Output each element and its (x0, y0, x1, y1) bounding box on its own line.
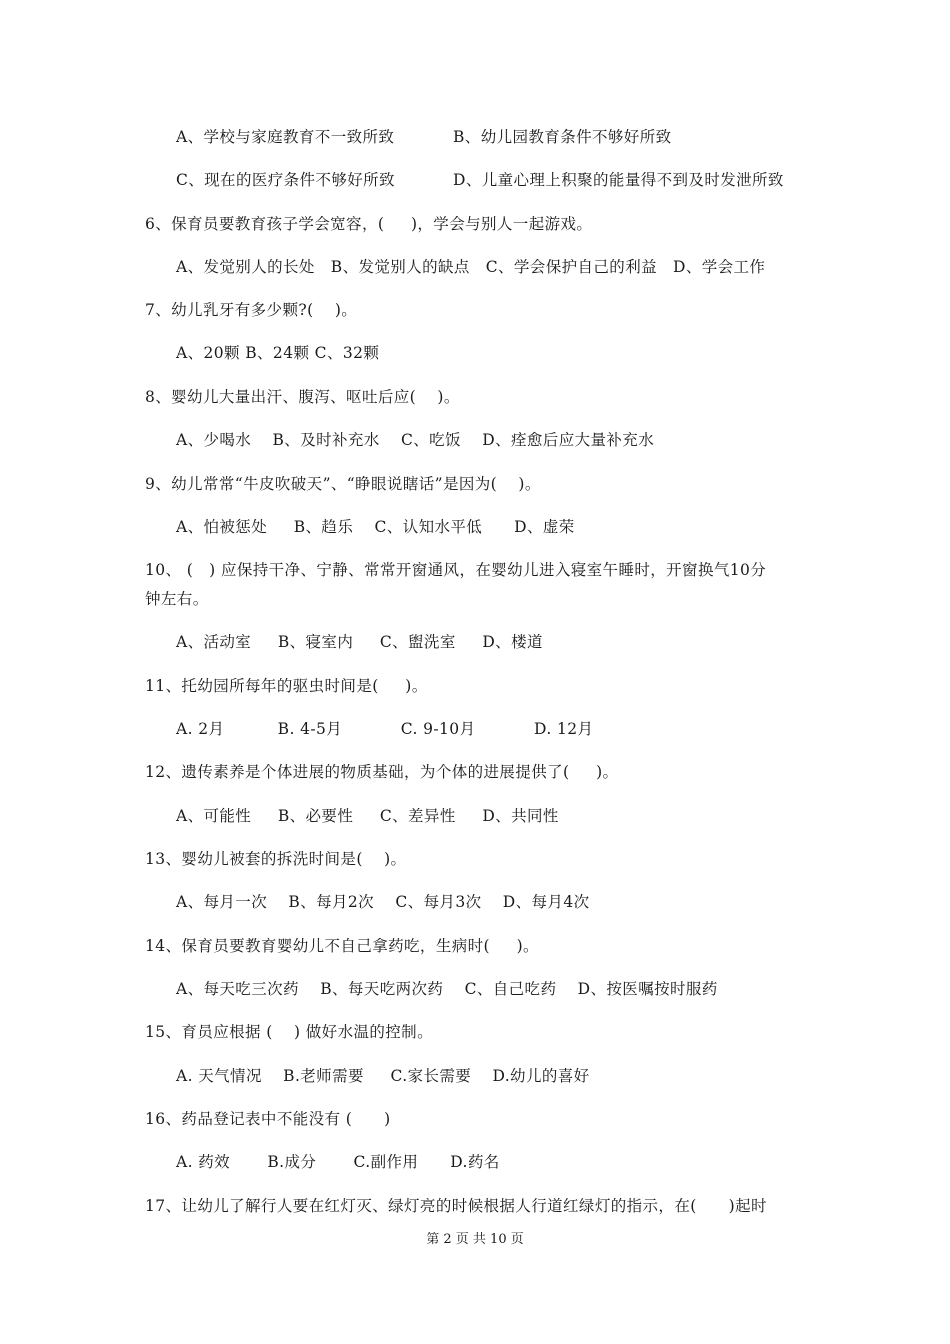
option-5b: B、幼儿园教育条件不够好所致 (453, 128, 672, 146)
question-9: 9、幼儿常常“牛皮吹破天”、“睁眼说瞎话”是因为( )。 (145, 475, 541, 493)
question-14: 14、保育员要教育婴幼儿不自己拿药吃，生病时( )。 (145, 937, 539, 955)
question-10: 10、 ( ) 应保持干净、宁静、常常开窗通风，在婴幼儿进入寝室午睡时，开窗换气10分 (145, 561, 767, 579)
question-15: 15、育员应根据 ( ) 做好水温的控制。 (145, 1023, 433, 1041)
options-14: A、每天吃三次药 B、每天吃两次药 C、自己吃药 D、按医嘱按时服药 (176, 980, 718, 998)
options-8: A、少喝水 B、及时补充水 C、吃饭 D、痊愈后应大量补充水 (176, 431, 655, 449)
options-10: A、活动室 B、寝室内 C、盥洗室 D、楼道 (176, 633, 543, 651)
options-11: A. 2月 B. 4-5月 C. 9-10月 D. 12月 (176, 720, 594, 738)
option-5d: D、儿童心理上积聚的能量得不到及时发泄所致 (453, 171, 784, 189)
option-5a: A、学校与家庭教育不一致所致 (176, 128, 395, 146)
question-12: 12、遗传素养是个体进展的物质基础，为个体的进展提供了( )。 (145, 763, 619, 781)
options-16: A. 药效 B.成分 C.副作用 D.药名 (176, 1153, 500, 1171)
options-15: A. 天气情况 B.老师需要 C.家长需要 D.幼儿的喜好 (176, 1067, 590, 1085)
options-6: A、发觉别人的长处 B、发觉别人的缺点 C、学会保护自己的利益 D、学会工作 (176, 258, 766, 276)
options-9: A、怕被惩处 B、趋乐 C、认知水平低 D、虚荣 (176, 518, 575, 536)
options-7: A、20颗 B、24颗 C、32颗 (176, 344, 380, 362)
question-10-cont: 钟左右。 (145, 590, 209, 608)
question-11: 11、托幼园所每年的驱虫时间是( )。 (145, 677, 428, 695)
question-13: 13、婴幼儿被套的拆洗时间是( )。 (145, 850, 407, 868)
question-16: 16、药品登记表中不能没有 ( ) (145, 1110, 391, 1128)
options-12: A、可能性 B、必要性 C、差异性 D、共同性 (176, 807, 559, 825)
options-13: A、每月一次 B、每月2次 C、每月3次 D、每月4次 (176, 893, 590, 911)
question-7: 7、幼儿乳牙有多少颗?( )。 (145, 301, 358, 319)
question-17: 17、让幼儿了解行人要在红灯灭、绿灯亮的时候根据人行道红绿灯的指示，在( )起时 (145, 1197, 767, 1215)
page-footer: 第 2 页 共 10 页 (426, 1232, 524, 1247)
question-8: 8、婴幼儿大量出汗、腹泻、呕吐后应( )。 (145, 388, 460, 406)
question-6: 6、保育员要教育孩子学会宽容，( )，学会与别人一起游戏。 (145, 215, 593, 233)
option-5c: C、现在的医疗条件不够好所致 (176, 171, 395, 189)
